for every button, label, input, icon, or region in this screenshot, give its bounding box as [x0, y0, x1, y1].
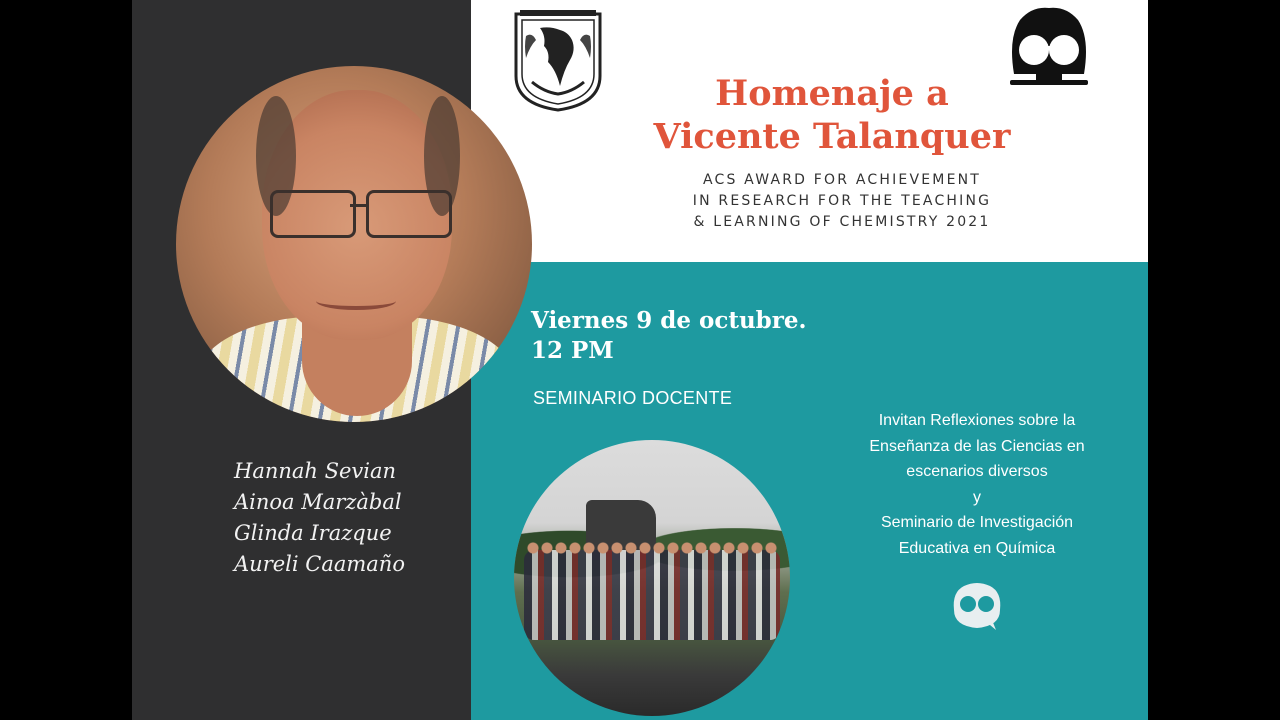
- invite-line: Invitan Reflexiones sobre la: [878, 412, 1076, 429]
- event-date: [531, 306, 807, 366]
- speaker-list: [234, 456, 405, 580]
- invite-line: escenarios diversos: [906, 463, 1048, 480]
- event-date-line: Viernes 9 de octubre.: [531, 307, 807, 334]
- event-poster: [132, 0, 1148, 720]
- subtitle-line: IN RESEARCH FOR THE TEACHING: [692, 193, 992, 209]
- invite-line: Educativa en Química: [898, 539, 1056, 557]
- speaker-name: Aureli Caamaño: [234, 552, 405, 576]
- speaker-name: Ainoa Marzàbal: [234, 490, 402, 514]
- speaker-name: Hannah Sevian: [234, 459, 397, 483]
- title-line: Homenaje a: [715, 73, 949, 114]
- unam-crest-icon: [510, 6, 606, 112]
- invitation-text: [832, 408, 1122, 561]
- invite-line: Enseñanza de las Ciencias en: [869, 437, 1085, 455]
- award-subtitle: [612, 170, 1072, 233]
- event-time-line: 12 PM: [531, 337, 614, 364]
- invite-line: Seminario de Investigación: [880, 514, 1074, 531]
- subtitle-line: ACS AWARD FOR ACHIEVEMENT: [702, 172, 982, 188]
- seminar-label: SEMINARIO DOCENTE: [533, 388, 733, 408]
- honoree-portrait: [176, 66, 532, 422]
- invite-line: y: [973, 488, 981, 506]
- speaker-name: Glinda Irazque: [234, 521, 392, 545]
- owl-glasses-small-icon: [950, 580, 1004, 632]
- title-line: Vicente Talanquer: [653, 116, 1011, 157]
- subtitle-line: & LEARNING OF CHEMISTRY 2021: [693, 214, 991, 230]
- page-title: [612, 72, 1052, 158]
- group-photo: [514, 440, 790, 716]
